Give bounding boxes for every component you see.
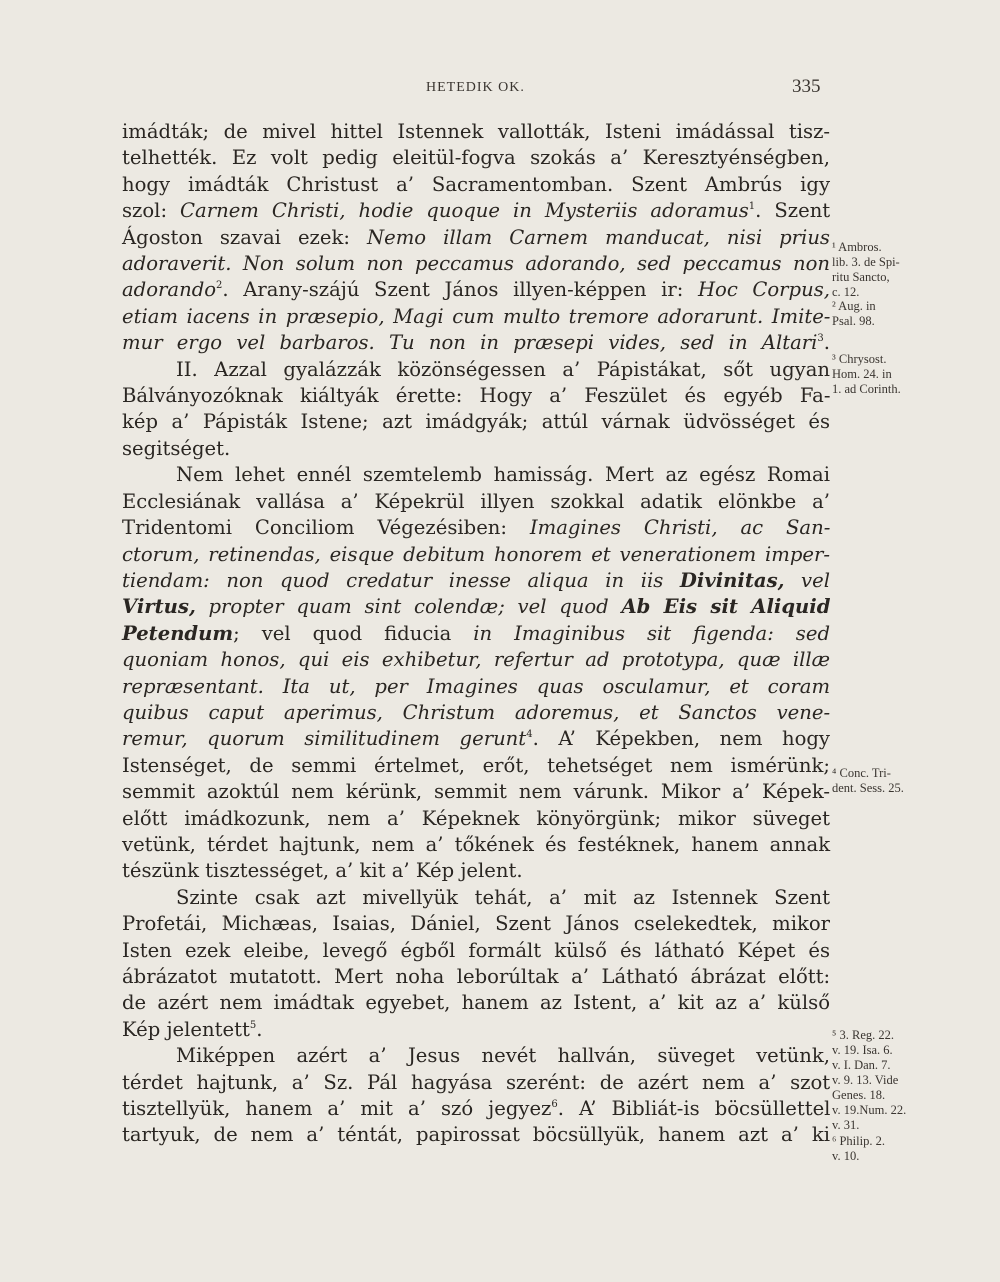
text-line: tartyuk, de nem a’ téntát, papirossat böcsüllyük, hanem azt a’ ki: [122, 1123, 830, 1147]
text-line: mur ergo vel barbaros. Tu non in præsepi vides, sed in Altari$^3$.: [122, 331, 831, 355]
margin-note-4: ⁴ Conc. Tri- dent. Sess. 25.: [832, 766, 904, 795]
text-line: tészünk tisztességet, a’ kit a’ Kép jelent.: [122, 859, 523, 883]
margin-note-2: ² Aug. in Psal. 98.: [832, 299, 876, 328]
text-line: Petendum; vel quod fiducia in Imaginibus sit figenda: sed: [122, 621, 830, 645]
main-text: [122, 119, 830, 1149]
text-line: vetünk, térdet hajtunk, nem a’ tőkének és festéknek, hanem annak: [122, 832, 831, 856]
margin-note-1: ¹ Ambros. lib. 3. de Spi- ritu Sancto, c. 12.: [832, 240, 900, 299]
text-line: Miképpen azért a’ Jesus nevét hallván, süveget vetünk,: [176, 1044, 830, 1068]
text-line: Bálványozóknak kiáltyák érette: Hogy a’ Feszület és egyéb Fa-: [122, 384, 831, 408]
text-line: Profetái, Michæas, Isaias, Dániel, Szent János cselekedtek, mikor: [122, 912, 831, 936]
text-line: szol: Carnem Christi, hodie quoque in Mysteriis adoramus$^1$. Szent: [122, 199, 831, 223]
text-line: Kép jelentett$^5$.: [122, 1017, 263, 1041]
text-line: Nem lehet ennél szemtelemb hamisság. Mert az egész Romai: [176, 463, 830, 487]
text-line: tiendam: non quod credatur inesse aliqua in iis Divinitas, vel: [122, 568, 830, 592]
text-line: térdet hajtunk, a’ Sz. Pál hagyása szerént: de azért nem a’ szot: [122, 1070, 831, 1094]
text-line: telhették. Ez volt pedig eleitül-fogva szokás a’ Keresztyénségben,: [122, 146, 830, 170]
text-line: quoniam honos, qui eis exhibetur, refertur ad prototypa, quæ illæ: [122, 648, 831, 672]
text-line: Virtus, propter quam sint colendæ; vel quod Ab Eis sit Aliquid: [122, 595, 831, 619]
text-line: adoraverit. Non solum non peccamus adorando, sed peccamus non: [122, 252, 830, 276]
text-line: Ágoston szavai ezek: Nemo illam Carnem manducat, nisi prius: [122, 225, 830, 249]
text-line: segitséget.: [122, 436, 231, 460]
text-line: Ecclesiának vallása a’ Képekrül illyen szokkal adatik elönkbe a’: [122, 489, 830, 513]
text-line: Istenséget, de semmi értelmet, erőt, tehetséget nem ismérünk;: [122, 753, 831, 777]
text-line: Isten ezek eleibe, levegő égből formált külső és látható Képet és: [122, 938, 830, 962]
text-line: repræsentant. Ita ut, per Imagines quas osculamur, et coram: [122, 674, 831, 698]
margin-note-5: ⁵ 3. Reg. 22. v. 19. Isa. 6. v. I. Dan. 7. v. 9. 13. Vide Genes. 18. v. 19.Num. 22. v. 31.: [832, 1028, 907, 1132]
text-line: előtt imádkozunk, nem a’ Képeknek könyörgünk; mikor süveget: [122, 806, 830, 830]
text-line: de azért nem imádtak egyebet, hanem az Istent, a’ kit az a’ külső: [122, 991, 830, 1015]
text-line: ctorum, retinendas, eisque debitum honorem et venerationem imper-: [122, 542, 830, 566]
margin-note-6: ⁶ Philip. 2. v. 10.: [832, 1134, 885, 1163]
margin-note-3: ³ Chrysost. Hom. 24. in 1. ad Corinth.: [832, 352, 901, 396]
text-line: hogy imádták Christust a’ Sacramentomban. Szent Ambrús igy: [122, 172, 831, 196]
text-line: imádták; de mivel hittel Istennek vallották, Isteni imádással tisz-: [122, 120, 831, 143]
text-line: tisztellyük, hanem a’ mit a’ szó jegyez$^6$. A’ Bibliát-is böcsüllettel: [122, 1097, 831, 1121]
text-line: etiam iacens in præsepio, Magi cum multo tremore adorarunt. Imite-: [122, 304, 831, 328]
text-line: ábrázatot mutatott. Mert noha leborúltak a’ Látható ábrázat előtt:: [122, 965, 831, 988]
text-line: II. Azzal gyalázzák közönségessen a’ Pápistákat, sőt ugyan: [176, 357, 830, 381]
text-line: quibus caput aperimus, Christum adoremus, et Sanctos vene-: [122, 700, 831, 724]
running-header: HETEDIK OK.: [426, 80, 525, 95]
text-line: kép a’ Pápisták Istene; azt imádgyák; attúl várnak üdvösséget és: [122, 410, 831, 434]
text-line: remur, quorum similitudinem gerunt$^4$. A’ Képekben, nem hogy: [122, 727, 830, 751]
text-line: Tridentomi Conciliom Végezésiben: Imagines Christi, ac San-: [122, 516, 831, 540]
text-line: adorando$^2$. Arany-szájú Szent János illyen-képpen ir: Hoc Corpus,: [122, 278, 830, 302]
text-line: Szinte csak azt mivellyük tehát, a’ mit az Istennek Szent: [176, 885, 830, 909]
page-number: 335: [792, 76, 821, 97]
text-line: semmit azoktúl nem kérünk, semmit nem várunk. Mikor a’ Képek-: [122, 780, 830, 804]
